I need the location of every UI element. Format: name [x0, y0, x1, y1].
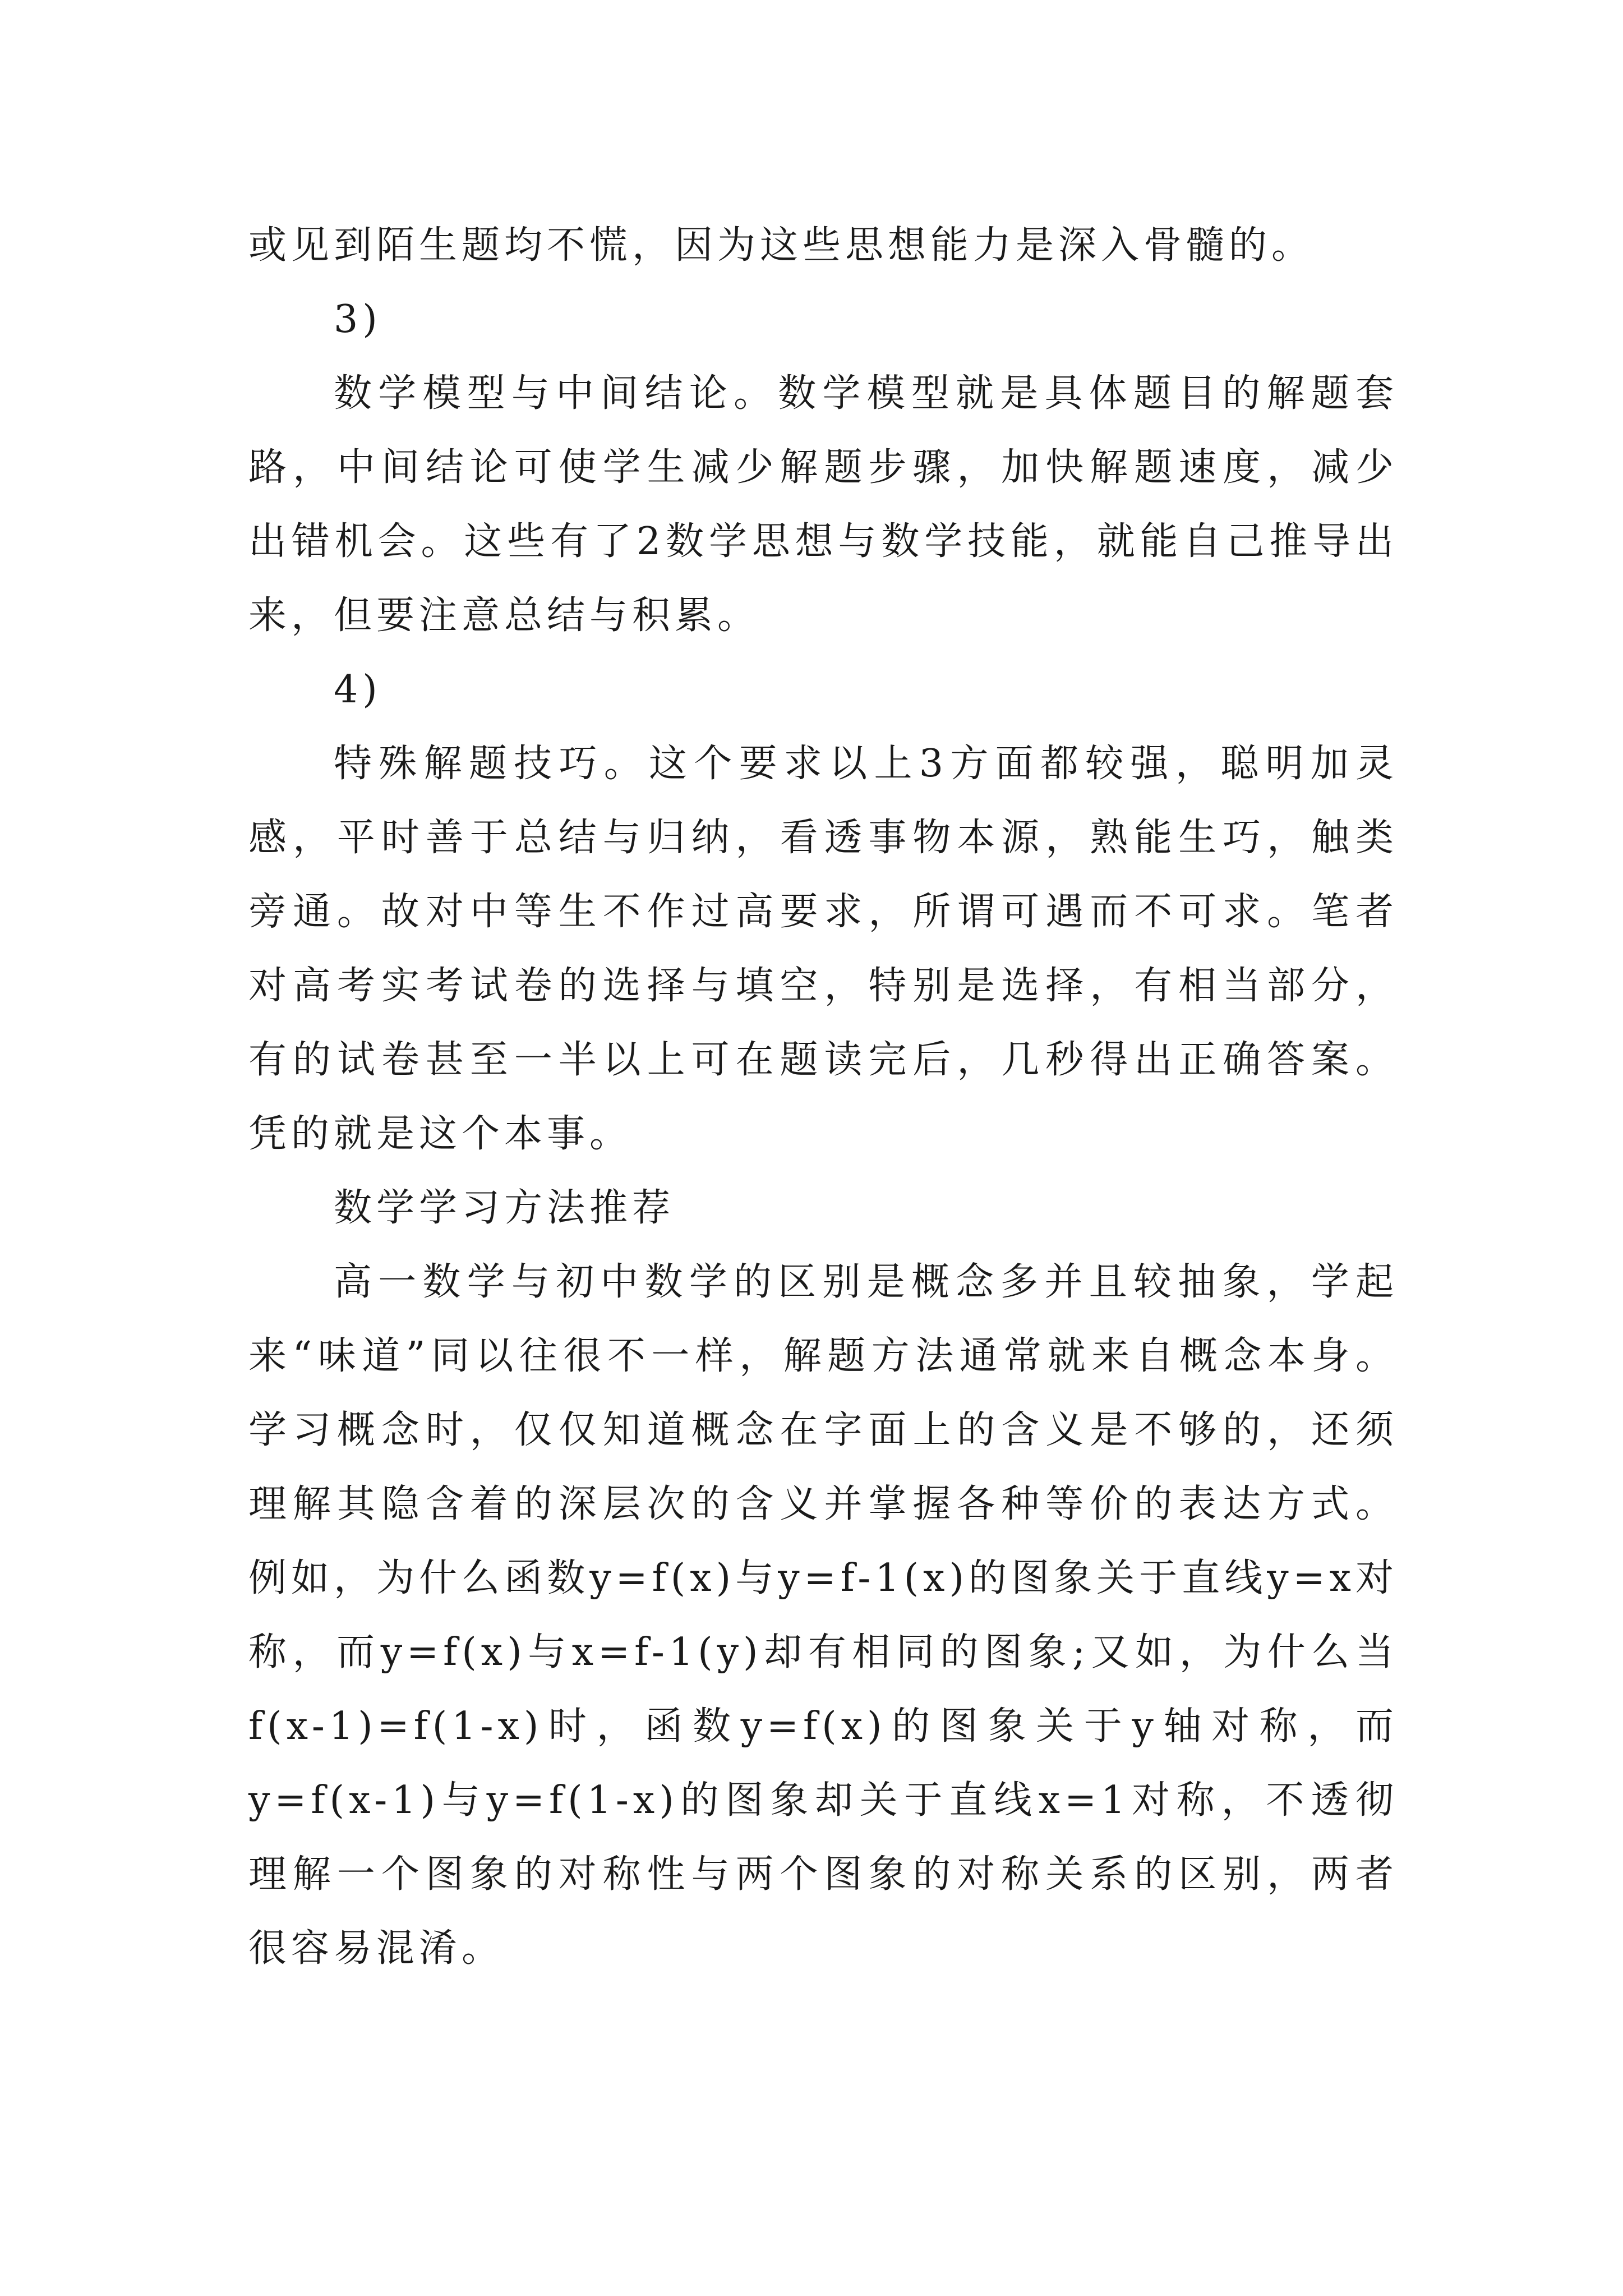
item-number-3: 3) [334, 297, 382, 342]
section-heading: 数学学习方法推荐 [334, 1186, 675, 1230]
paragraph-special-techniques: 特殊解题技巧。这个要求以上3方面都较强，聪明加灵感，平时善于总结与归纳，看透事物本源，熟能生巧，触类旁通。故对中等生不作过高要求，所谓可遇而不可求。笔者对高考实考试卷的选择与填空，特别是选择，有相当部分，有的试卷甚至一半以上可在题读完后，几秒得出正确答案。凭的就是这个本事。 [248, 742, 1398, 1156]
item-number-4: 4) [334, 668, 382, 712]
paragraph-math-models: 数学模型与中间结论。数学模型就是具体题目的解题套路，中间结论可使学生减少解题步骤，加快解题速度，减少出错机会。这些有了2数学思想与数学技能，就能自己推导出来，但要注意总结与积累。 [248, 371, 1398, 638]
paragraph-concepts: 高一数学与初中数学的区别是概念多并且较抽象，学起来“味道”同以往很不一样，解题方法通常就来自概念本身。学习概念时，仅仅知道概念在字面上的含义是不够的，还须理解其隐含着的深层次的含义并掌握各种等价的表达方式。例如，为什么函数y=f(x)与y=f-1(x)的图象关于直线y=x对称，而y=f(x)与x=f-1(y)却有相同的图象;又如，为什么当f(x-1)=f(1-x)时，函数y=f(x)的图象关于y轴对称，而y=f(x-1)与y=f(1-x)的图象却关于直线x=1对称，不透彻理解一个图象的对称性与两个图象的对称关系的区别，两者很容易混淆。 [248, 1260, 1398, 1971]
paragraph-continuation: 或见到陌生题均不慌，因为这些思想能力是深入骨髓的。 [248, 223, 1315, 268]
body-text [248, 209, 1398, 1986]
